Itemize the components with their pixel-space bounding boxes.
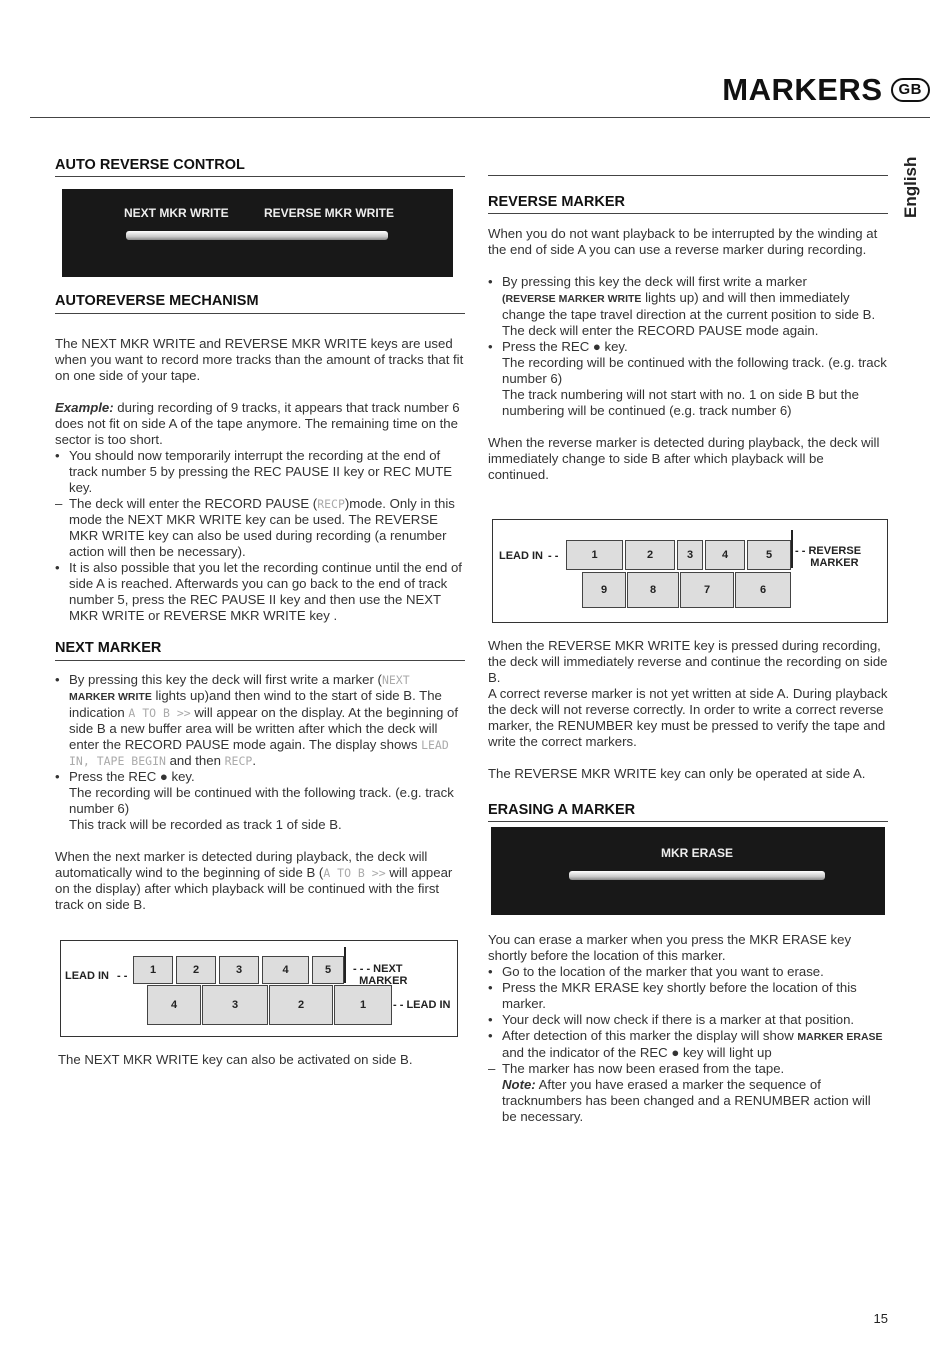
next-marker-diagram: LEAD IN - - 1 2 3 4 5 4 3 2 1 - - - NEXT MARKER - - LEAD IN (60, 940, 458, 1037)
list-item (488, 274, 888, 339)
text: The deck will enter the RECORD PAUSE ( (69, 496, 318, 511)
text: This track will be recorded as track 1 of side B. (69, 817, 342, 832)
display-indicator: RECP (317, 497, 345, 511)
text: and the indicator of the REC ● key will light up (502, 1045, 772, 1060)
reverse-marker-heading: REVERSE MARKER (488, 194, 625, 210)
text: and then (165, 753, 225, 768)
note-label: Note: (502, 1077, 536, 1092)
text: The recording will be continued with the following track. (e.g. track number 6) (502, 355, 887, 386)
mechanism-intro: The NEXT MKR WRITE and REVERSE MKR WRITE keys are used when you want to record more tracks than the amount of tracks that fit on one side of your tape. (55, 336, 464, 383)
display-indicator: LEAD IN, TAPE BEGIN (69, 738, 449, 768)
country-badge: GB (891, 78, 931, 102)
text: Press the REC ● key. (69, 769, 195, 784)
track-cell: 5 (312, 956, 344, 984)
track-cell: 3 (202, 985, 268, 1025)
text: Press the REC ● key. (502, 339, 628, 354)
next-mkr-write-key-label: NEXT MKR WRITE (124, 206, 229, 220)
marker-line (344, 947, 346, 983)
reverse-marker-list (488, 274, 888, 419)
list-item (55, 672, 465, 769)
track-cell: 2 (176, 956, 216, 984)
left-column (55, 157, 465, 177)
list-item (488, 1061, 888, 1125)
reverse-marker-label: - - REVERSE MARKER (795, 545, 862, 569)
track-cell: 3 (677, 540, 703, 570)
list-item: • Go to the location of the marker that you want to erase. (488, 964, 888, 980)
display-indicator: NEXT (381, 673, 410, 687)
lead-in-label: LEAD IN (499, 550, 543, 562)
lead-in-b-label: - - LEAD IN (393, 999, 451, 1011)
list-item (488, 1028, 888, 1061)
example-paragraph (55, 400, 465, 448)
erasing-marker-heading: ERASING A MARKER (488, 802, 636, 818)
text: The marker has now been erased from the tape. (502, 1061, 785, 1076)
heading-rule (55, 313, 465, 314)
list-item: • You should now temporarily interrupt the recording at the end of track number 5 by pressing the REC PAUSE II key or REC MUTE key. (55, 448, 465, 496)
note-text: After you have erased a marker the sequence of tracknumbers has been changed and a RENUMBER action will be necessary. (502, 1077, 871, 1124)
page-title (722, 72, 930, 108)
next-marker-playback-paragraph (55, 849, 465, 913)
language-tab-label: English (901, 156, 920, 218)
list-item (55, 769, 465, 833)
reverse-marker-playback-paragraph: When the reverse marker is detected during playback, the deck will immediately change to side B after which playback will be continued. (488, 435, 880, 482)
heading-rule (55, 660, 465, 661)
top-rule (488, 175, 888, 176)
page-title-text: MARKERS (722, 72, 883, 107)
reverse-mkr-write-key-label: REVERSE MKR WRITE (264, 206, 395, 220)
next-marker-list (55, 672, 465, 833)
track-cell: 6 (735, 572, 791, 608)
mkr-erase-key-label: MKR ERASE (661, 846, 734, 860)
example-text: during recording of 9 tracks, it appears that track number 6 does not fit on side A of the tape anymore. The remaining time on the sector is too short. (55, 400, 460, 447)
text: The track numbering will not start with no. 1 on side B but the numbering will be continued (e.g. track number 6) (502, 387, 859, 418)
lead-in-label: LEAD IN (406, 999, 451, 1011)
reverse-marker-diagram: LEAD IN - - 1 2 3 4 5 9 8 7 6 - - REVERSE MARKER (492, 519, 888, 623)
track-cell: 9 (582, 572, 626, 608)
marker-line (791, 530, 793, 568)
closing-note (58, 1052, 468, 1068)
indicator-name: MARKER ERASE (797, 1031, 883, 1043)
side-a-note: The REVERSE MKR WRITE key can only be operated at side A. (488, 766, 866, 781)
next-marker-section (55, 640, 465, 913)
erase-section (488, 932, 888, 1125)
indicator-name: MARKER WRITE (69, 691, 152, 703)
text: The recording will be continued with the following track. (e.g. track number 6) (69, 785, 454, 816)
text: After detection of this marker the display will show (502, 1028, 798, 1043)
erase-list (488, 964, 888, 1125)
track-cell: 1 (133, 956, 173, 984)
example-list (55, 448, 465, 624)
text: lights up)and then wind to the start of side B. The indication (69, 688, 442, 720)
page-number: 15 (873, 1311, 888, 1326)
display-indicator: RECP (224, 754, 253, 768)
track-cell: 7 (680, 572, 734, 608)
mechanism-section (55, 293, 465, 624)
track-cell: 2 (625, 540, 675, 570)
reverse-marker-notes (488, 638, 888, 822)
text: will appear on the display. At the beginning of side B a new buffer area will be written after which the deck will enter the RECORD PAUSE mode again. The display shows (69, 705, 459, 752)
track-cell: 2 (269, 985, 333, 1025)
track-cell: 4 (705, 540, 745, 570)
renumber-paragraph: A correct reverse marker is not yet written at side A. During playback the deck will not reverse correctly. In order to write a correct reverse marker, the RENUMBER key must be pressed to verify the tape and write the correct markers. (488, 686, 888, 749)
next-marker-heading: NEXT MARKER (55, 640, 162, 656)
marker-label-line: REVERSE (808, 545, 862, 557)
next-marker-label: - - - NEXT MARKER (353, 963, 408, 987)
text: By pressing this key the deck will first write a marker (502, 274, 807, 289)
list-item (488, 339, 888, 419)
marker-label-line: MARKER (359, 975, 408, 987)
display-indicator: A TO B >> (323, 866, 386, 880)
track-cell: 3 (219, 956, 259, 984)
erase-intro: You can erase a marker when you press the MKR ERASE key shortly before the location of this marker. (488, 932, 852, 963)
text: will appear on the display) after which playback will be continued with the first track on side B. (55, 865, 453, 912)
autoreverse-mechanism-heading: AUTOREVERSE MECHANISM (55, 293, 259, 309)
heading-rule (488, 213, 888, 214)
language-tab (893, 156, 933, 220)
key-panel-auto-reverse (62, 189, 453, 277)
closing-paragraph: The NEXT MKR WRITE key can also be activated on side B. (58, 1052, 413, 1067)
key-bar (569, 871, 825, 880)
text: When the next marker is detected during playback, the deck will automatically wind to the beginning of side B ( (55, 849, 428, 880)
reverse-key-paragraph: When the REVERSE MKR WRITE key is pressed during recording, the deck will immediately reverse and continue the recording on side B. (488, 638, 888, 685)
lead-in-label: LEAD IN (65, 970, 109, 982)
track-cell: 1 (566, 540, 623, 570)
auto-reverse-heading: AUTO REVERSE CONTROL (55, 157, 245, 173)
marker-label-line: MARKER (810, 557, 859, 569)
key-bar (126, 231, 388, 240)
right-column (488, 175, 888, 483)
list-item: • Press the MKR ERASE key shortly before the location of this marker. (488, 980, 888, 1012)
heading-rule (488, 821, 888, 822)
list-item: • It is also possible that you let the recording continue until the end of side A is reached. Afterwards you can go back to the end of track number 5, press the REC PAUSE II key and then use the NEXT MKR WRITE or REVERSE MKR WRITE key . (55, 560, 465, 624)
track-cell: 5 (747, 540, 791, 570)
indicator-name: (REVERSE MARKER WRITE (502, 293, 642, 305)
text: )mode. Only in this mode the NEXT MKR WRITE key can be used. The REVERSE MKR WRITE key can also be used during recording (a renumber action will then be necessary). (69, 496, 455, 559)
list-item: • Your deck will now check if there is a marker at that position. (488, 1012, 888, 1028)
track-cell: 4 (262, 956, 309, 984)
track-cell: 8 (627, 572, 679, 608)
heading-rule (55, 176, 465, 177)
marker-label-line: NEXT (373, 963, 403, 975)
text: lights up) and will then immediately change the tape travel direction at the current position to side B. The deck will enter the RECORD PAUSE mode again. (502, 290, 876, 338)
key-panel-erase (491, 827, 885, 915)
list-item (55, 496, 465, 560)
example-label: Example: (55, 400, 114, 415)
text: . (252, 753, 256, 768)
text: By pressing this key the deck will first write a marker ( (69, 672, 382, 687)
display-indicator: A TO B >> (128, 706, 191, 720)
track-cell: 4 (147, 985, 201, 1025)
header-rule (30, 117, 930, 118)
track-cell: 1 (334, 985, 392, 1025)
reverse-marker-intro: When you do not want playback to be interrupted by the winding at the end of side A you can use a reverse marker during recording. (488, 226, 878, 257)
